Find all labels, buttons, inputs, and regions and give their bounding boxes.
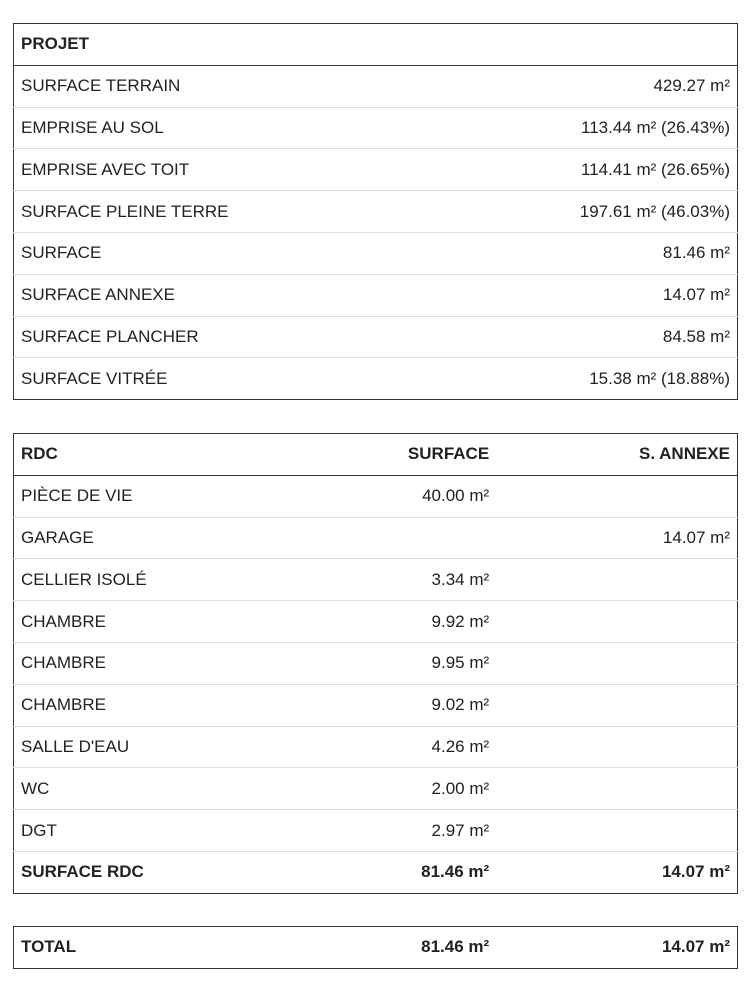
total-label: TOTAL bbox=[21, 937, 77, 957]
table-row bbox=[14, 149, 738, 191]
row-label: SURFACE bbox=[14, 232, 376, 274]
room-annexe bbox=[496, 810, 737, 852]
room-label: CHAMBRE bbox=[14, 684, 255, 726]
room-surface: 2.97 m² bbox=[255, 810, 496, 852]
row-value: 197.61 m² (46.03%) bbox=[376, 191, 738, 233]
table-row bbox=[14, 810, 738, 852]
table-row bbox=[14, 65, 738, 107]
room-annexe bbox=[496, 768, 737, 810]
room-annexe bbox=[496, 642, 737, 684]
room-label: SALLE D'EAU bbox=[14, 726, 255, 768]
room-annexe bbox=[496, 684, 737, 726]
room-label: CHAMBRE bbox=[14, 642, 255, 684]
row-label: EMPRISE AVEC TOIT bbox=[14, 149, 376, 191]
row-value: 84.58 m² bbox=[376, 316, 738, 358]
table-row bbox=[14, 684, 738, 726]
table-row bbox=[14, 559, 738, 601]
room-annexe bbox=[496, 601, 737, 643]
table-row bbox=[14, 358, 738, 400]
room-surface: 4.26 m² bbox=[255, 726, 496, 768]
table-row bbox=[14, 274, 738, 316]
room-annexe: 14.07 m² bbox=[496, 517, 737, 559]
row-value: 14.07 m² bbox=[376, 274, 738, 316]
annexe-header: S. ANNEXE bbox=[496, 434, 737, 476]
room-label: DGT bbox=[14, 810, 255, 852]
row-value: 429.27 m² bbox=[376, 65, 738, 107]
room-surface: 2.00 m² bbox=[255, 768, 496, 810]
row-label: EMPRISE AU SOL bbox=[14, 107, 376, 149]
rdc-header: RDC bbox=[14, 434, 255, 476]
table-row bbox=[14, 475, 738, 517]
row-label: SURFACE VITRÉE bbox=[21, 368, 168, 388]
room-label: CHAMBRE bbox=[14, 601, 255, 643]
room-label: GARAGE bbox=[14, 517, 255, 559]
table-row bbox=[14, 316, 738, 358]
projet-title: PROJET bbox=[14, 24, 738, 66]
table-row bbox=[14, 517, 738, 559]
row-label: SURFACE PLEINE TERRE bbox=[14, 191, 376, 233]
rdc-total-row bbox=[14, 851, 738, 893]
room-annexe bbox=[496, 559, 737, 601]
room-label: CELLIER ISOLÉ bbox=[14, 559, 255, 601]
room-surface: 9.92 m² bbox=[255, 601, 496, 643]
row-label: SURFACE TERRAIN bbox=[14, 65, 376, 107]
rdc-total-surface: 81.46 m² bbox=[255, 851, 496, 893]
row-label: SURFACE ANNEXE bbox=[14, 274, 376, 316]
table-row bbox=[14, 232, 738, 274]
room-surface bbox=[255, 517, 496, 559]
row-label: SURFACE PLANCHER bbox=[14, 316, 376, 358]
row-value: 81.46 m² bbox=[376, 232, 738, 274]
row-value: 114.41 m² (26.65%) bbox=[376, 149, 738, 191]
table-row bbox=[14, 107, 738, 149]
table-row bbox=[14, 726, 738, 768]
projet-table bbox=[13, 23, 738, 400]
rdc-table bbox=[13, 433, 738, 894]
table-row bbox=[14, 191, 738, 233]
room-surface: 9.95 m² bbox=[255, 642, 496, 684]
room-surface: 40.00 m² bbox=[255, 475, 496, 517]
table-row bbox=[14, 642, 738, 684]
row-value: 113.44 m² (26.43%) bbox=[376, 107, 738, 149]
total-row bbox=[14, 927, 738, 969]
room-surface: 9.02 m² bbox=[255, 684, 496, 726]
surface-header: SURFACE bbox=[255, 434, 496, 476]
row-value: 15.38 m² (18.88%) bbox=[589, 368, 730, 388]
rdc-total-label: SURFACE RDC bbox=[14, 851, 255, 893]
room-label: PIÈCE DE VIE bbox=[14, 475, 255, 517]
total-table bbox=[13, 926, 738, 969]
room-surface: 3.34 m² bbox=[255, 559, 496, 601]
room-annexe bbox=[496, 475, 737, 517]
total-surface: 81.46 m² bbox=[421, 937, 490, 957]
room-label: WC bbox=[14, 768, 255, 810]
room-annexe bbox=[496, 726, 737, 768]
rdc-total-annexe: 14.07 m² bbox=[496, 851, 737, 893]
table-row bbox=[14, 768, 738, 810]
table-row bbox=[14, 601, 738, 643]
total-annexe: 14.07 m² bbox=[661, 937, 730, 957]
